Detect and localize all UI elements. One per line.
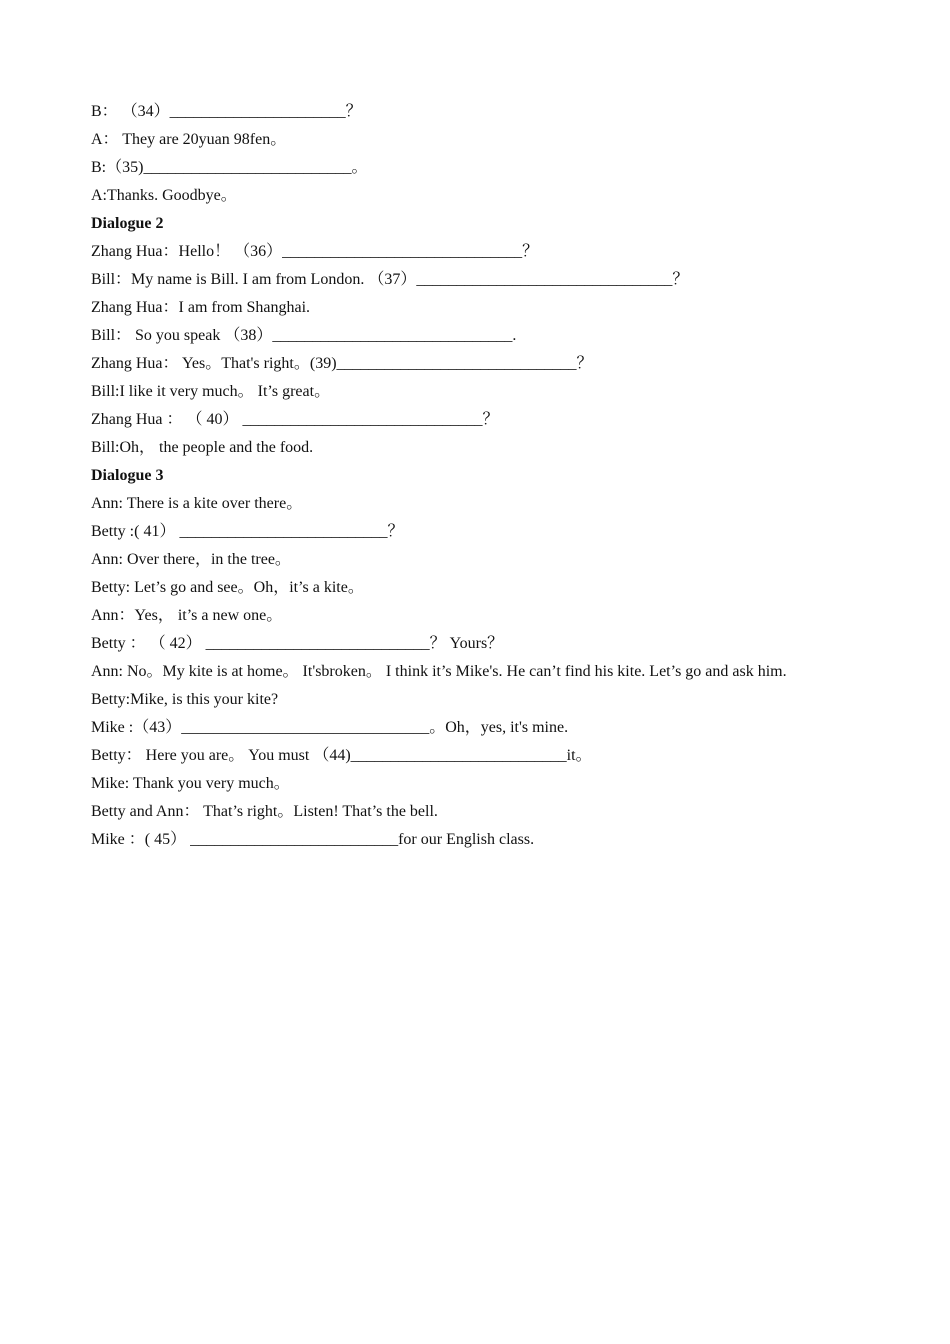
dialogue-line-a-price: A： They are 20yuan 98fen。: [91, 131, 287, 148]
dialogue-line-betty-mike: Betty:Mike, is this your kite?: [91, 691, 279, 708]
dialogue-line-43: Mike :（43）_______________________________。Oh，yes, it's mine.: [91, 719, 569, 736]
dialogue-line-41: Betty :( 41） __________________________？: [91, 523, 404, 540]
dialogue-line-b-35: B:（35)__________________________。: [91, 159, 368, 176]
dialogue-line-shanghai: Zhang Hua：I am from Shanghai.: [91, 299, 311, 316]
dialogue-line-b-34: B： （34）______________________？: [91, 103, 362, 120]
dialogue-line-ann-new: Ann：Yes， it’s a new one。: [91, 607, 283, 624]
dialogue-line-38: Bill： So you speak （38）______________________________.: [91, 327, 517, 344]
dialogue-line-39: Zhang Hua： Yes。That's right。(39)______________________________？: [91, 355, 593, 372]
dialogue-line-ann-tree: Ann: Over there，in the tree。: [91, 551, 291, 568]
worksheet-page: [91, 98, 891, 854]
dialogue-line-bill-like: Bill:I like it very much。 It’s great。: [91, 383, 331, 400]
dialogue-line-mike-thanks: Mike: Thank you very much。: [91, 775, 290, 792]
dialogue-line-a-goodbye: A:Thanks. Goodbye。: [91, 187, 237, 204]
dialogue-line-42: Betty ： （ 42） ____________________________？ Yours？: [91, 635, 504, 652]
dialogue-line-bell: Betty and Ann： That’s right。Listen! That’s the bell.: [91, 803, 438, 820]
dialogue-line-ann-home: Ann: No。My kite is at home。 It'sbroken。 I think it’s Mike's. He can’t find his kite. Let’s go and ask him.: [91, 663, 787, 680]
dialogue-line-ann-kite: Ann: There is a kite over there。: [91, 495, 303, 512]
dialogue-line-45: Mike ：( 45） __________________________for our English class.: [91, 831, 535, 848]
dialogue-line-40: Zhang Hua ： （ 40） ______________________________？: [91, 411, 499, 428]
dialogue-3-heading: Dialogue 3: [91, 467, 164, 484]
dialogue-line-37: Bill：My name is Bill. I am from London. （37）________________________________？: [91, 271, 689, 288]
dialogue-line-bill-people: Bill:Oh， the people and the food.: [91, 439, 314, 456]
dialogue-line-44: Betty： Here you are。 You must （44)___________________________it。: [91, 747, 592, 764]
dialogue-line-36: Zhang Hua：Hello！ （36）______________________________？: [91, 243, 539, 260]
dialogue-2-heading: Dialogue 2: [91, 215, 164, 232]
dialogue-line-betty-see: Betty: Let’s go and see。Oh，it’s a kite。: [91, 579, 364, 596]
